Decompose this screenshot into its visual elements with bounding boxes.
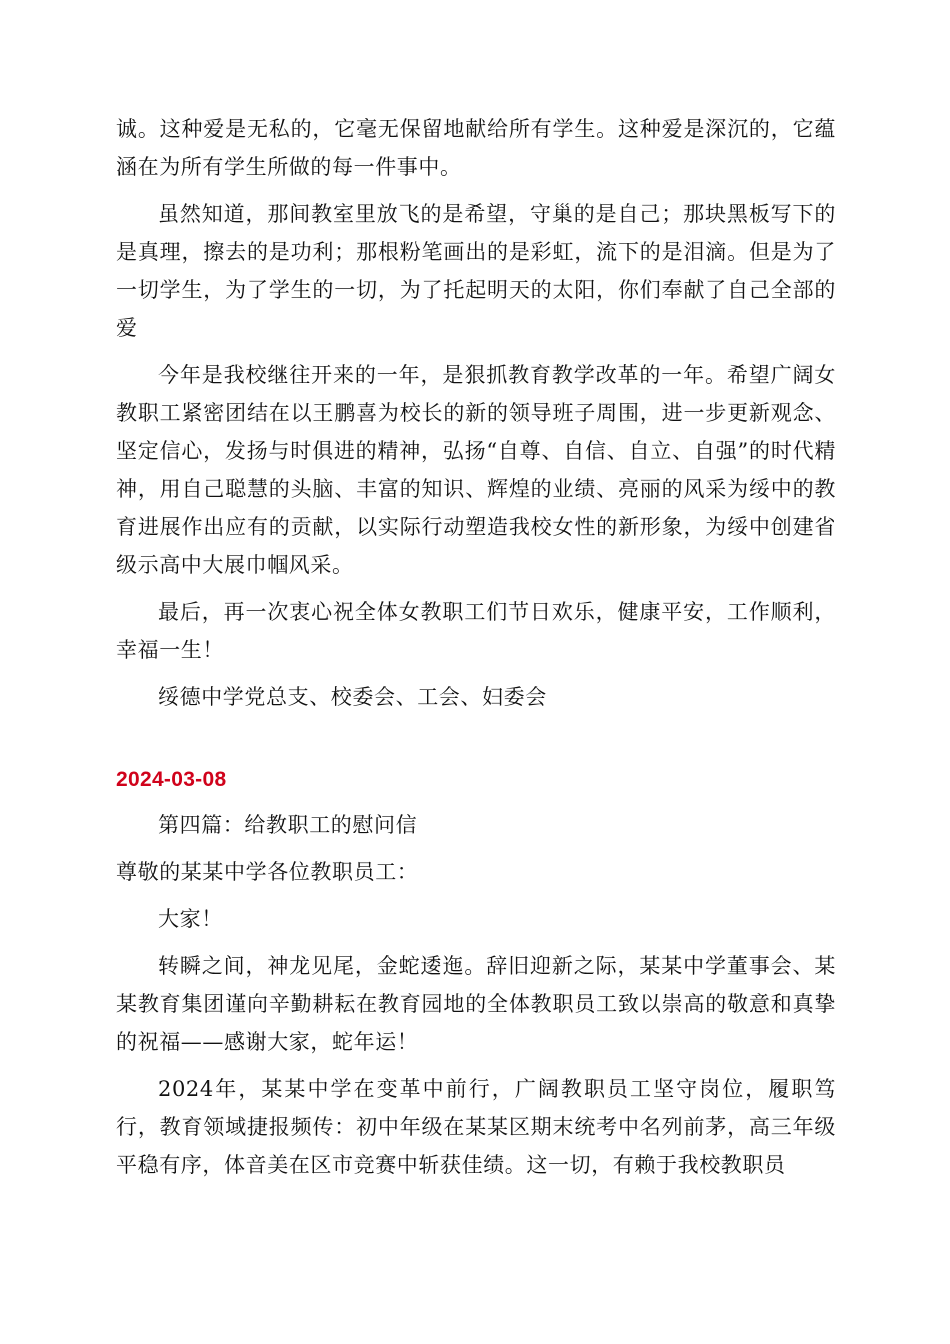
paragraph-closing-wishes: 最后，再一次衷心祝全体女教职工们节日欢乐，健康平安，工作顺利，幸福一生！ <box>116 600 836 662</box>
section-title: 第四篇：给教职工的慰问信 <box>158 813 418 837</box>
bottom-text-block <box>116 806 836 1184</box>
date-stamp: 2024-03-08 <box>116 768 227 791</box>
paragraph-new-year: 转瞬之间，神龙见尾，金蛇逶迤。辞旧迎新之际，某某中学董事会、某某教育集团谨向辛勤耕耘在教育园地的全体教职员工致以崇高的敬意和真挚的祝福——感谢大家，蛇年运！ <box>116 954 836 1054</box>
paragraph-classroom: 虽然知道，那间教室里放飞的是希望，守巢的是自己；那块黑板写下的是真理，擦去的是功利；那根粉笔画出的是彩虹，流下的是泪滴。但是为了一切学生，为了学生的一切，为了托起明天的太阳，你们奉献了自己全部的爱 <box>116 202 836 340</box>
salutation: 尊敬的某某中学各位教职员工： <box>116 860 419 884</box>
paragraph-love: 诚。这种爱是无私的，它毫无保留地献给所有学生。这种爱是深沉的，它蕴涵在为所有学生所做的每一件事中。 <box>116 117 836 179</box>
top-text-block <box>116 110 836 716</box>
paragraph-this-year: 今年是我校继往开来的一年，是狠抓教育教学改革的一年。希望广阔女教职工紧密团结在以王鹏喜为校长的新的领导班子周围，进一步更新观念、坚定信心，发扬与时俱进的精神，弘扬“自尊、自信、自立、自强”的时代精神，用自己聪慧的头脑、丰富的知识、辉煌的业绩、亮丽的风采为绥中的教育进展作出应有的贡献，以实际行动塑造我校女性的新形象，为绥中创建省级示高中大展巾帼风采。 <box>116 363 836 577</box>
paragraph-2024: 2024年，某某中学在变革中前行，广阔教职员工坚守岗位，履职笃行，教育领域捷报频传：初中年级在某某区期末统考中名列前茅，高三年级平稳有序，体音美在区市竞赛中斩获佳绩。这一切，有赖于我校教职员 <box>116 1077 836 1177</box>
greeting: 大家！ <box>158 907 223 931</box>
signature-line: 绥德中学党总支、校委会、工会、妇委会 <box>158 685 547 709</box>
